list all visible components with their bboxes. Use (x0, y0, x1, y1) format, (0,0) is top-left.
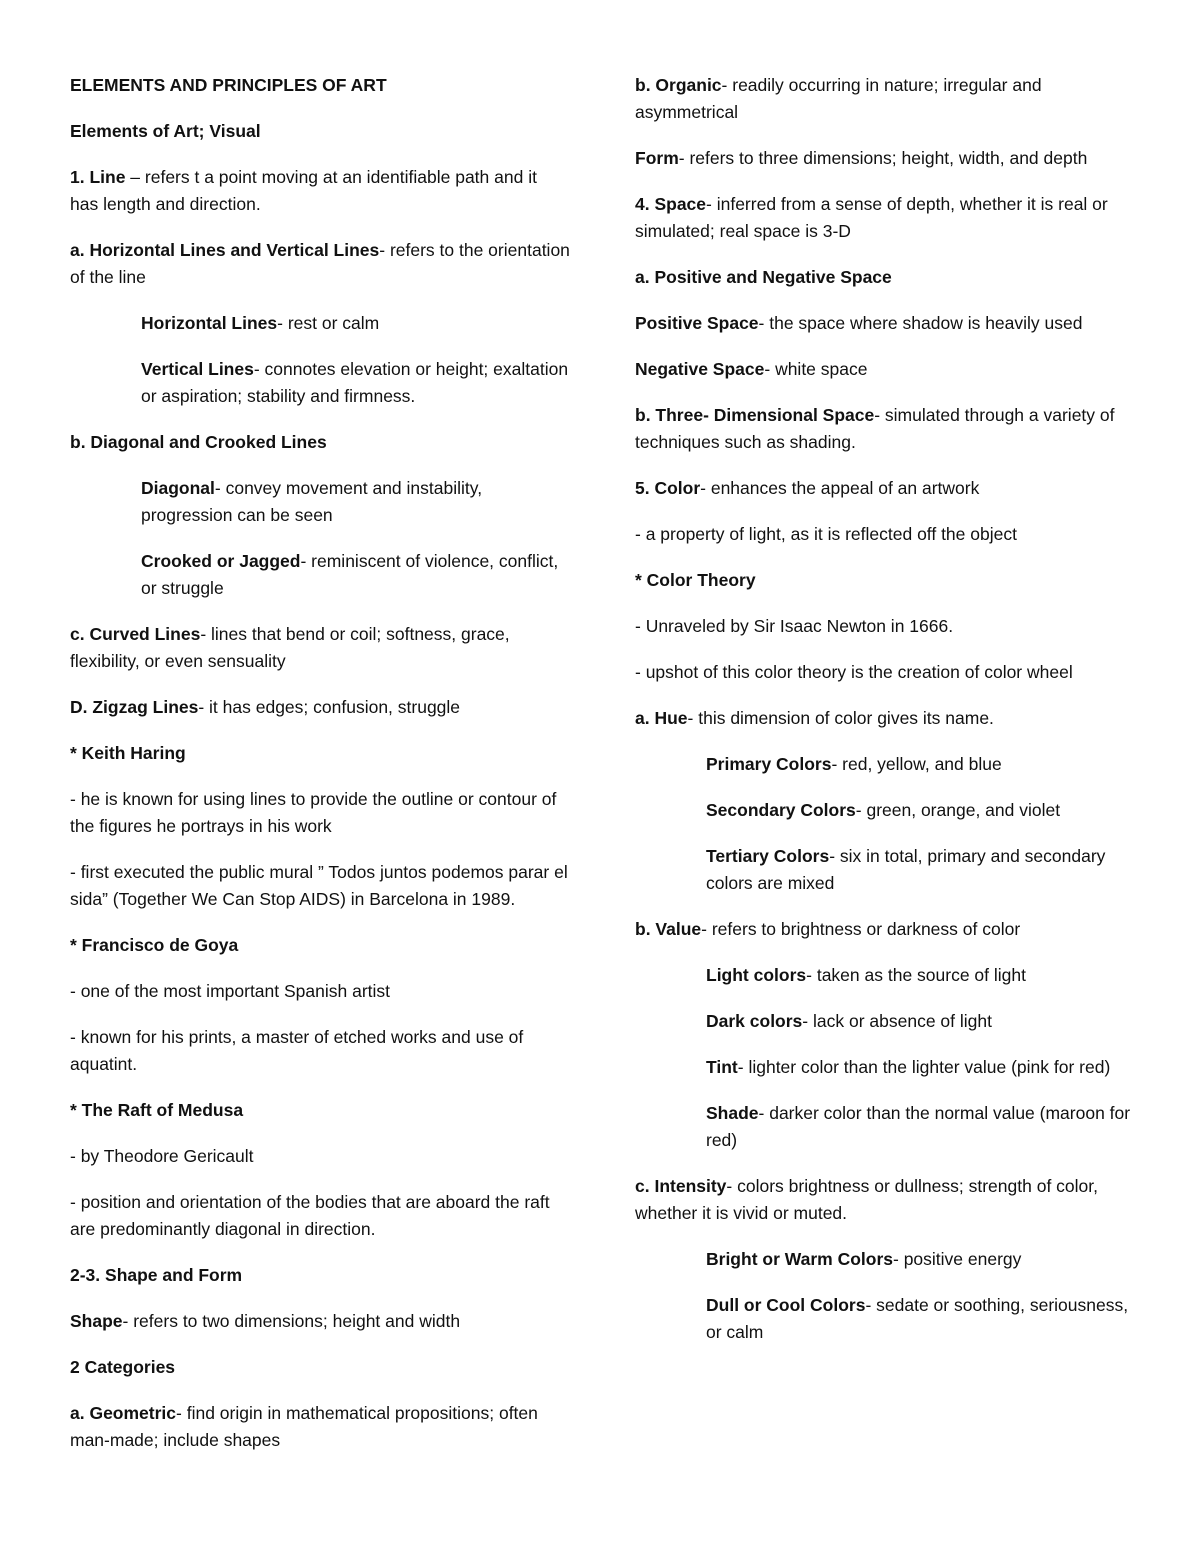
bold-term: Negative Space (635, 359, 765, 379)
definition-text: - a property of light, as it is reflected off the object (635, 524, 1017, 544)
paragraph-positive-space (635, 310, 1135, 337)
definition-text: - positive energy (893, 1249, 1022, 1269)
definition-text: - darker color than the normal value (maroon for red) (706, 1103, 1131, 1150)
paragraph-a-horizontal-lines-and-vertical-lines (70, 237, 570, 291)
definition-text: - connotes elevation or height; exaltation or aspiration; stability and firmness. (141, 359, 569, 406)
definition-text: - upshot of this color theory is the creation of color wheel (635, 662, 1073, 682)
bold-term: b. Diagonal and Crooked Lines (70, 432, 327, 452)
definition-text: - sedate or soothing, seriousness, or calm (706, 1295, 1129, 1342)
definition-text: - he is known for using lines to provide the outline or contour of the figures he portrays in his work (70, 789, 557, 836)
paragraph-position-and-orientation-of (70, 1189, 570, 1243)
paragraph-francisco-de-goya (70, 932, 570, 959)
paragraph-a-geometric (70, 1400, 570, 1454)
definition-text: - white space (764, 359, 868, 379)
bold-term: Positive Space (635, 313, 759, 333)
paragraph-shape (70, 1308, 570, 1335)
paragraph-horizontal-lines (141, 310, 570, 337)
definition-text: - the space where shadow is heavily used (758, 313, 1083, 333)
paragraph-4-space (635, 191, 1135, 245)
bold-term: * Francisco de Goya (70, 935, 239, 955)
definition-text: - position and orientation of the bodies that are aboard the raft are predominantly diagonal in direction. (70, 1192, 550, 1239)
bold-term: Light colors (706, 965, 807, 985)
bold-term: Crooked or Jagged (141, 551, 301, 571)
definition-text: - refers to the orientation of the line (70, 240, 570, 287)
paragraph-b-three-dimensional-space (635, 402, 1135, 456)
bold-term: * The Raft of Medusa (70, 1100, 244, 1120)
bold-term: 4. Space (635, 194, 707, 214)
bold-term: a. Positive and Negative Space (635, 267, 892, 287)
bold-term: c. Intensity (635, 1176, 727, 1196)
bold-term: c. Curved Lines (70, 624, 201, 644)
paragraph-upshot-of-this-color-theory (635, 659, 1135, 686)
bold-term: b. Value (635, 919, 702, 939)
definition-text: - colors brightness or dullness; strength of color, whether it is vivid or muted. (635, 1176, 1098, 1223)
definition-text: - red, yellow, and blue (831, 754, 1002, 774)
paragraph-tint (706, 1054, 1135, 1081)
definition-text: - six in total, primary and secondary colors are mixed (706, 846, 1106, 893)
paragraph-form (635, 145, 1135, 172)
paragraph-light-colors (706, 962, 1135, 989)
paragraph-negative-space (635, 356, 1135, 383)
definition-text: - rest or calm (277, 313, 380, 333)
definition-text: - this dimension of color gives its name. (687, 708, 994, 728)
bold-term: * Color Theory (635, 570, 756, 590)
paragraph-b-organic (635, 72, 1135, 126)
paragraph-1-line (70, 164, 570, 218)
paragraph-a-positive-and-negative-space (635, 264, 1135, 291)
definition-text: - Unraveled by Sir Isaac Newton in 1666. (635, 616, 954, 636)
bold-term: Dull or Cool Colors (706, 1295, 866, 1315)
paragraph-unraveled-by-sir-isaac-newto (635, 613, 1135, 640)
bold-term: Dark colors (706, 1011, 803, 1031)
paragraph-dark-colors (706, 1008, 1135, 1035)
paragraph-dull-or-cool-colors (706, 1292, 1135, 1346)
definition-text: - reminiscent of violence, conflict, or struggle (141, 551, 559, 598)
paragraph-bright-or-warm-colors (706, 1246, 1135, 1273)
paragraph-by-theodore-gericault (70, 1143, 570, 1170)
definition-text: - readily occurring in nature; irregular and asymmetrical (635, 75, 1042, 122)
paragraph-c-intensity (635, 1173, 1135, 1227)
paragraph-b-diagonal-and-crooked-lines (70, 429, 570, 456)
bold-term: 2 Categories (70, 1357, 176, 1377)
bold-term: Horizontal Lines (141, 313, 278, 333)
definition-text: - one of the most important Spanish artist (70, 981, 391, 1001)
bold-term: Tertiary Colors (706, 846, 830, 866)
paragraph-one-of-the-most-important-sp (70, 978, 570, 1005)
bold-term: D. Zigzag Lines (70, 697, 199, 717)
paragraph-2-3-shape-and-form (70, 1262, 570, 1289)
bold-term: Tint (706, 1057, 738, 1077)
definition-text: – refers t a point moving at an identifiable path and it has length and direction. (70, 167, 537, 214)
definition-text: - refers to brightness or darkness of color (701, 919, 1021, 939)
definition-text: - first executed the public mural ” Todos juntos podemos parar el sida” (Together We Can Stop AIDS) in Barcelona in 1989. (70, 862, 568, 909)
paragraph-color-theory (635, 567, 1135, 594)
definition-text: - refers to three dimensions; height, width, and depth (678, 148, 1088, 168)
paragraph-shade (706, 1100, 1135, 1154)
definition-text: - lines that bend or coil; softness, grace, flexibility, or even sensuality (70, 624, 510, 671)
paragraph-crooked-or-jagged (141, 548, 570, 602)
definition-text: - refers to two dimensions; height and width (122, 1311, 461, 1331)
bold-term: Bright or Warm Colors (706, 1249, 893, 1269)
paragraph-c-curved-lines (70, 621, 570, 675)
definition-text: - convey movement and instability, progression can be seen (141, 478, 483, 525)
bold-term: a. Horizontal Lines and Vertical Lines (70, 240, 380, 260)
bold-term: b. Three- Dimensional Space (635, 405, 875, 425)
definition-text: - inferred from a sense of depth, whether it is real or simulated; real space is 3-D (635, 194, 1108, 241)
bold-term: Shape (70, 1311, 123, 1331)
bold-term: a. Hue (635, 708, 688, 728)
definition-text: - by Theodore Gericault (70, 1146, 254, 1166)
paragraph-tertiary-colors (706, 843, 1135, 897)
paragraph-diagonal (141, 475, 570, 529)
paragraph-a-property-of-light-as-it-i (635, 521, 1135, 548)
definition-text: - enhances the appeal of an artwork (700, 478, 980, 498)
bold-term: Primary Colors (706, 754, 832, 774)
definition-text: - lighter color than the lighter value (pink for red) (737, 1057, 1111, 1077)
bold-term: Form (635, 148, 679, 168)
paragraph-vertical-lines (141, 356, 570, 410)
definition-text: - green, orange, and violet (855, 800, 1061, 820)
bold-term: a. Geometric (70, 1403, 177, 1423)
left-column (70, 72, 570, 1473)
paragraph-2-categories (70, 1354, 570, 1381)
paragraph-secondary-colors (706, 797, 1135, 824)
definition-text: - simulated through a variety of techniques such as shading. (635, 405, 1115, 452)
bold-term: Diagonal (141, 478, 215, 498)
bold-term: Secondary Colors (706, 800, 856, 820)
bold-term: 1. Line (70, 167, 126, 187)
definition-text: - lack or absence of light (802, 1011, 992, 1031)
paragraph-known-for-his-prints-a-mast (70, 1024, 570, 1078)
paragraph-5-color (635, 475, 1135, 502)
paragraph-he-is-known-for-using-lines (70, 786, 570, 840)
paragraph-elements-and-principles-of-art (70, 72, 570, 99)
definition-text: - known for his prints, a master of etched works and use of aquatint. (70, 1027, 524, 1074)
paragraph-elements-of-art-visual (70, 118, 570, 145)
bold-term: Elements of Art; Visual (70, 121, 261, 141)
paragraph-a-hue (635, 705, 1135, 732)
definition-text: - it has edges; confusion, struggle (198, 697, 461, 717)
bold-term: b. Organic (635, 75, 722, 95)
paragraph-d-zigzag-lines (70, 694, 570, 721)
bold-term: 2-3. Shape and Form (70, 1265, 243, 1285)
paragraph-first-executed-the-public-mu (70, 859, 570, 913)
bold-term: Shade (706, 1103, 759, 1123)
bold-term: * Keith Haring (70, 743, 186, 763)
bold-term: 5. Color (635, 478, 701, 498)
right-column (635, 72, 1135, 1365)
bold-term: ELEMENTS AND PRINCIPLES OF ART (70, 75, 387, 95)
definition-text: - taken as the source of light (806, 965, 1026, 985)
paragraph-b-value (635, 916, 1135, 943)
definition-text: - find origin in mathematical propositions; often man-made; include shapes (70, 1403, 538, 1450)
paragraph-keith-haring (70, 740, 570, 767)
bold-term: Vertical Lines (141, 359, 254, 379)
paragraph-primary-colors (706, 751, 1135, 778)
paragraph-the-raft-of-medusa (70, 1097, 570, 1124)
